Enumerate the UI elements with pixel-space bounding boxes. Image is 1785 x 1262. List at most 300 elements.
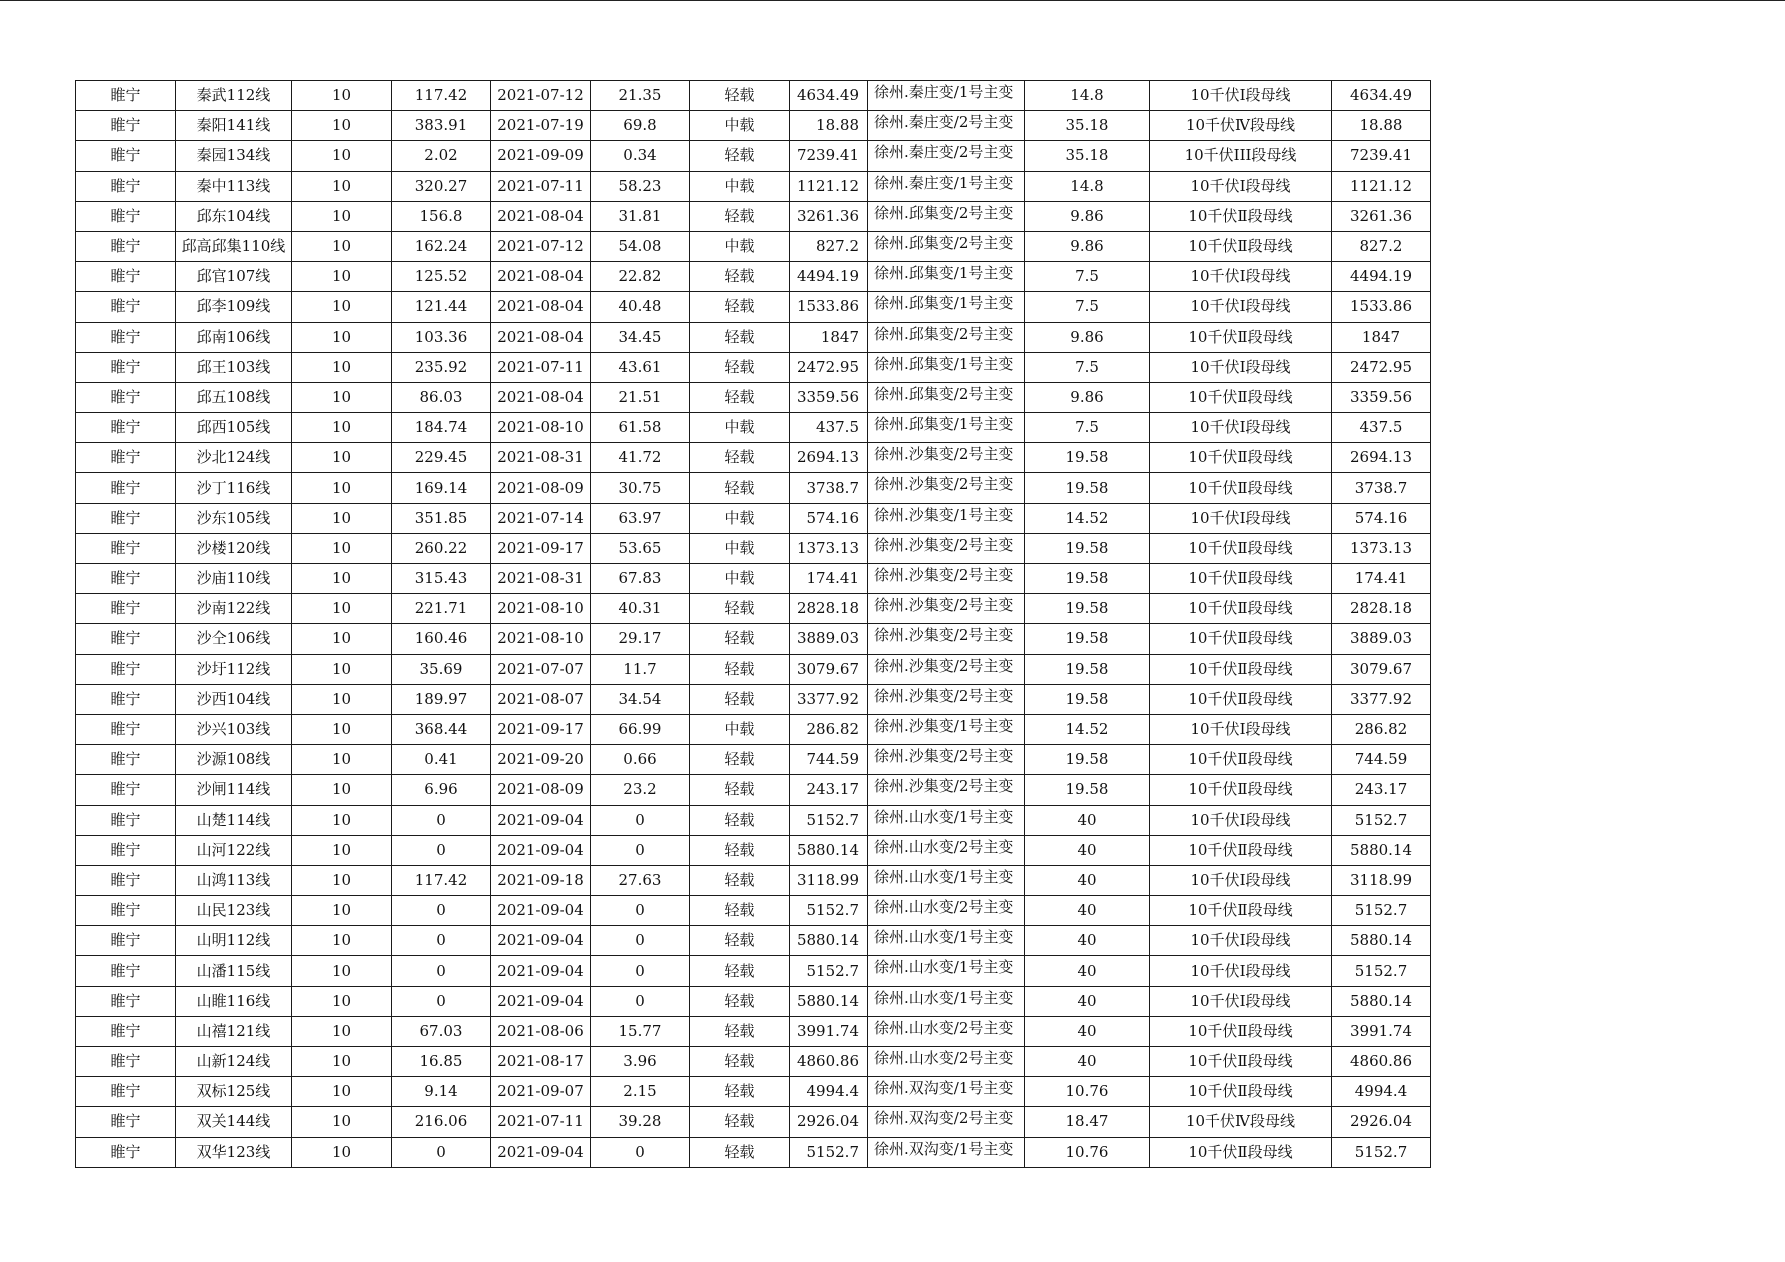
available-capacity-cell: 7239.41 [1332,141,1431,171]
load-rate-cell: 27.63 [591,865,690,895]
current-value-cell: 0 [392,805,491,835]
substation-transformer-cell: 徐州.沙集变/2号主变 [868,745,1025,775]
current-value-cell: 216.06 [392,1107,491,1137]
margin-cell: 243.17 [790,775,868,805]
capacity-cell: 19.58 [1025,533,1150,563]
busbar-cell: 10千伏Ⅰ段母线 [1150,171,1332,201]
load-level-cell: 中载 [690,714,790,744]
load-rate-cell: 40.31 [591,594,690,624]
load-level-cell: 轻载 [690,775,790,805]
load-rate-cell: 0 [591,896,690,926]
busbar-cell: 10千伏Ⅰ段母线 [1150,926,1332,956]
table-row [76,352,1431,382]
margin-cell: 4494.19 [790,262,868,292]
substation-transformer-cell: 徐州.沙集变/2号主变 [868,624,1025,654]
voltage-cell: 10 [292,352,392,382]
voltage-cell: 10 [292,1107,392,1137]
substation-transformer-cell: 徐州.沙集变/2号主变 [868,533,1025,563]
capacity-cell: 19.58 [1025,564,1150,594]
margin-cell: 5880.14 [790,926,868,956]
capacity-cell: 40 [1025,865,1150,895]
table-row [76,805,1431,835]
busbar-cell: 10千伏Ⅱ段母线 [1150,473,1332,503]
load-level-cell: 轻载 [690,654,790,684]
available-capacity-cell: 3118.99 [1332,865,1431,895]
load-rate-cell: 0 [591,1137,690,1167]
date-cell: 2021-09-17 [491,714,591,744]
capacity-cell: 9.86 [1025,382,1150,412]
capacity-cell: 14.8 [1025,81,1150,111]
capacity-cell: 14.52 [1025,714,1150,744]
line-name-cell: 沙丁116线 [176,473,292,503]
line-name-cell: 邱东104线 [176,201,292,231]
region-cell: 睢宁 [76,262,176,292]
substation-transformer-cell: 徐州.双沟变/2号主变 [868,1107,1025,1137]
substation-transformer-cell: 徐州.沙集变/2号主变 [868,594,1025,624]
load-level-cell: 轻载 [690,382,790,412]
voltage-cell: 10 [292,775,392,805]
substation-transformer-cell: 徐州.邱集变/2号主变 [868,201,1025,231]
region-cell: 睢宁 [76,684,176,714]
margin-cell: 3738.7 [790,473,868,503]
busbar-cell: 10千伏Ⅰ段母线 [1150,352,1332,382]
date-cell: 2021-09-04 [491,926,591,956]
load-level-cell: 轻载 [690,292,790,322]
region-cell: 睢宁 [76,865,176,895]
available-capacity-cell: 174.41 [1332,564,1431,594]
available-capacity-cell: 286.82 [1332,714,1431,744]
substation-transformer-cell: 徐州.山水变/2号主变 [868,896,1025,926]
load-rate-cell: 69.8 [591,111,690,141]
region-cell: 睢宁 [76,413,176,443]
date-cell: 2021-08-06 [491,1016,591,1046]
load-rate-cell: 0 [591,805,690,835]
capacity-cell: 40 [1025,805,1150,835]
available-capacity-cell: 3738.7 [1332,473,1431,503]
available-capacity-cell: 2472.95 [1332,352,1431,382]
date-cell: 2021-08-31 [491,564,591,594]
region-cell: 睢宁 [76,564,176,594]
capacity-cell: 19.58 [1025,443,1150,473]
busbar-cell: 10千伏Ⅱ段母线 [1150,835,1332,865]
substation-transformer-cell: 徐州.山水变/2号主变 [868,1016,1025,1046]
load-level-cell: 中载 [690,171,790,201]
current-value-cell: 121.44 [392,292,491,322]
load-rate-cell: 11.7 [591,654,690,684]
capacity-cell: 19.58 [1025,624,1150,654]
substation-transformer-cell: 徐州.山水变/2号主变 [868,1047,1025,1077]
margin-cell: 4994.4 [790,1077,868,1107]
line-name-cell: 沙仝106线 [176,624,292,654]
voltage-cell: 10 [292,81,392,111]
table-row [76,714,1431,744]
region-cell: 睢宁 [76,624,176,654]
region-cell: 睢宁 [76,1107,176,1137]
load-level-cell: 轻载 [690,1077,790,1107]
voltage-cell: 10 [292,745,392,775]
substation-transformer-cell: 徐州.邱集变/2号主变 [868,231,1025,261]
capacity-cell: 10.76 [1025,1077,1150,1107]
date-cell: 2021-09-04 [491,805,591,835]
line-name-cell: 双华123线 [176,1137,292,1167]
available-capacity-cell: 1847 [1332,322,1431,352]
table-row [76,926,1431,956]
margin-cell: 5152.7 [790,1137,868,1167]
busbar-cell: 10千伏Ⅰ段母线 [1150,413,1332,443]
load-rate-cell: 3.96 [591,1047,690,1077]
capacity-cell: 9.86 [1025,322,1150,352]
busbar-cell: 10千伏Ⅱ段母线 [1150,443,1332,473]
table-row [76,81,1431,111]
load-rate-cell: 31.81 [591,201,690,231]
margin-cell: 5152.7 [790,896,868,926]
table-row [76,382,1431,412]
busbar-cell: 10千伏Ⅳ段母线 [1150,1107,1332,1137]
table-row [76,413,1431,443]
capacity-cell: 40 [1025,926,1150,956]
current-value-cell: 67.03 [392,1016,491,1046]
substation-transformer-cell: 徐州.沙集变/2号主变 [868,684,1025,714]
available-capacity-cell: 4634.49 [1332,81,1431,111]
substation-transformer-cell: 徐州.山水变/1号主变 [868,926,1025,956]
region-cell: 睢宁 [76,1016,176,1046]
line-name-cell: 双关144线 [176,1107,292,1137]
line-name-cell: 山鸿113线 [176,865,292,895]
current-value-cell: 103.36 [392,322,491,352]
current-value-cell: 125.52 [392,262,491,292]
available-capacity-cell: 744.59 [1332,745,1431,775]
line-name-cell: 邱南106线 [176,322,292,352]
substation-transformer-cell: 徐州.秦庄变/2号主变 [868,111,1025,141]
load-level-cell: 中载 [690,503,790,533]
busbar-cell: 10千伏Ⅰ段母线 [1150,81,1332,111]
voltage-cell: 10 [292,835,392,865]
table-row [76,956,1431,986]
substation-transformer-cell: 徐州.秦庄变/1号主变 [868,171,1025,201]
capacity-cell: 40 [1025,1016,1150,1046]
line-name-cell: 山明112线 [176,926,292,956]
substation-transformer-cell: 徐州.山水变/1号主变 [868,865,1025,895]
load-rate-cell: 43.61 [591,352,690,382]
busbar-cell: 10千伏Ⅰ段母线 [1150,956,1332,986]
line-name-cell: 秦园134线 [176,141,292,171]
load-rate-cell: 54.08 [591,231,690,261]
date-cell: 2021-09-18 [491,865,591,895]
load-level-cell: 轻载 [690,835,790,865]
current-value-cell: 351.85 [392,503,491,533]
voltage-cell: 10 [292,533,392,563]
capacity-cell: 19.58 [1025,594,1150,624]
line-name-cell: 沙庙110线 [176,564,292,594]
line-name-cell: 沙北124线 [176,443,292,473]
busbar-cell: 10千伏Ⅰ段母线 [1150,714,1332,744]
busbar-cell: 10千伏Ⅰ段母线 [1150,262,1332,292]
region-cell: 睢宁 [76,835,176,865]
substation-transformer-cell: 徐州.邱集变/1号主变 [868,352,1025,382]
capacity-cell: 40 [1025,986,1150,1016]
table-row [76,624,1431,654]
substation-transformer-cell: 徐州.沙集变/1号主变 [868,503,1025,533]
line-name-cell: 沙源108线 [176,745,292,775]
line-name-cell: 沙西104线 [176,684,292,714]
date-cell: 2021-08-10 [491,413,591,443]
line-name-cell: 沙楼120线 [176,533,292,563]
table-row [76,745,1431,775]
date-cell: 2021-09-04 [491,986,591,1016]
table-row [76,292,1431,322]
region-cell: 睢宁 [76,926,176,956]
busbar-cell: 10千伏Ⅱ段母线 [1150,201,1332,231]
margin-cell: 3889.03 [790,624,868,654]
load-rate-cell: 39.28 [591,1107,690,1137]
region-cell: 睢宁 [76,443,176,473]
busbar-cell: 10千伏Ⅱ段母线 [1150,684,1332,714]
available-capacity-cell: 1121.12 [1332,171,1431,201]
table-row [76,1016,1431,1046]
load-level-cell: 轻载 [690,956,790,986]
current-value-cell: 0.41 [392,745,491,775]
date-cell: 2021-07-12 [491,231,591,261]
busbar-cell: 10千伏Ⅱ段母线 [1150,1016,1332,1046]
substation-transformer-cell: 徐州.邱集变/1号主变 [868,413,1025,443]
substation-transformer-cell: 徐州.秦庄变/1号主变 [868,81,1025,111]
line-name-cell: 邱西105线 [176,413,292,443]
region-cell: 睢宁 [76,805,176,835]
date-cell: 2021-09-17 [491,533,591,563]
table-row [76,775,1431,805]
margin-cell: 286.82 [790,714,868,744]
load-level-cell: 轻载 [690,262,790,292]
load-level-cell: 轻载 [690,865,790,895]
date-cell: 2021-08-10 [491,624,591,654]
table-row [76,1107,1431,1137]
capacity-cell: 40 [1025,956,1150,986]
margin-cell: 5880.14 [790,986,868,1016]
line-name-cell: 山新124线 [176,1047,292,1077]
busbar-cell: 10千伏Ⅱ段母线 [1150,533,1332,563]
current-value-cell: 184.74 [392,413,491,443]
available-capacity-cell: 2926.04 [1332,1107,1431,1137]
voltage-cell: 10 [292,684,392,714]
capacity-cell: 7.5 [1025,262,1150,292]
load-rate-cell: 22.82 [591,262,690,292]
date-cell: 2021-08-04 [491,322,591,352]
region-cell: 睢宁 [76,714,176,744]
margin-cell: 2694.13 [790,443,868,473]
busbar-cell: 10千伏Ⅰ段母线 [1150,292,1332,322]
current-value-cell: 320.27 [392,171,491,201]
margin-cell: 2926.04 [790,1107,868,1137]
load-level-cell: 轻载 [690,81,790,111]
voltage-cell: 10 [292,956,392,986]
capacity-cell: 19.58 [1025,473,1150,503]
region-cell: 睢宁 [76,956,176,986]
load-rate-cell: 66.99 [591,714,690,744]
substation-transformer-cell: 徐州.沙集变/2号主变 [868,775,1025,805]
capacity-cell: 9.86 [1025,201,1150,231]
available-capacity-cell: 5152.7 [1332,1137,1431,1167]
busbar-cell: 10千伏Ⅱ段母线 [1150,322,1332,352]
substation-transformer-cell: 徐州.沙集变/2号主变 [868,443,1025,473]
voltage-cell: 10 [292,262,392,292]
line-name-cell: 山河122线 [176,835,292,865]
line-name-cell: 邱五108线 [176,382,292,412]
date-cell: 2021-09-04 [491,956,591,986]
current-value-cell: 0 [392,956,491,986]
voltage-cell: 10 [292,171,392,201]
region-cell: 睢宁 [76,141,176,171]
table-row [76,322,1431,352]
region-cell: 睢宁 [76,382,176,412]
voltage-cell: 10 [292,1016,392,1046]
margin-cell: 4860.86 [790,1047,868,1077]
voltage-cell: 10 [292,865,392,895]
load-level-cell: 轻载 [690,1137,790,1167]
region-cell: 睢宁 [76,111,176,141]
available-capacity-cell: 437.5 [1332,413,1431,443]
load-level-cell: 轻载 [690,896,790,926]
load-level-cell: 轻载 [690,926,790,956]
date-cell: 2021-09-20 [491,745,591,775]
voltage-cell: 10 [292,292,392,322]
capacity-cell: 40 [1025,1047,1150,1077]
load-level-cell: 轻载 [690,745,790,775]
table-row [76,443,1431,473]
margin-cell: 3079.67 [790,654,868,684]
load-rate-cell: 67.83 [591,564,690,594]
available-capacity-cell: 5152.7 [1332,896,1431,926]
line-name-cell: 邱王103线 [176,352,292,382]
line-name-cell: 双标125线 [176,1077,292,1107]
current-value-cell: 6.96 [392,775,491,805]
available-capacity-cell: 3889.03 [1332,624,1431,654]
current-value-cell: 156.8 [392,201,491,231]
margin-cell: 2828.18 [790,594,868,624]
margin-cell: 574.16 [790,503,868,533]
load-rate-cell: 0.66 [591,745,690,775]
substation-transformer-cell: 徐州.沙集变/2号主变 [868,654,1025,684]
load-level-cell: 中载 [690,533,790,563]
available-capacity-cell: 1373.13 [1332,533,1431,563]
margin-cell: 3359.56 [790,382,868,412]
busbar-cell: 10千伏Ⅱ段母线 [1150,1077,1332,1107]
capacity-cell: 19.58 [1025,654,1150,684]
capacity-cell: 18.47 [1025,1107,1150,1137]
table-row [76,503,1431,533]
date-cell: 2021-07-07 [491,654,591,684]
margin-cell: 18.88 [790,111,868,141]
substation-transformer-cell: 徐州.山水变/1号主变 [868,986,1025,1016]
current-value-cell: 189.97 [392,684,491,714]
region-cell: 睢宁 [76,1077,176,1107]
table-row [76,1077,1431,1107]
load-rate-cell: 29.17 [591,624,690,654]
substation-transformer-cell: 徐州.秦庄变/2号主变 [868,141,1025,171]
current-value-cell: 260.22 [392,533,491,563]
available-capacity-cell: 5152.7 [1332,956,1431,986]
load-level-cell: 中载 [690,111,790,141]
table-row [76,896,1431,926]
current-value-cell: 315.43 [392,564,491,594]
busbar-cell: 10千伏Ⅱ段母线 [1150,745,1332,775]
date-cell: 2021-09-04 [491,1137,591,1167]
margin-cell: 1373.13 [790,533,868,563]
voltage-cell: 10 [292,111,392,141]
table-row [76,835,1431,865]
table-row [76,201,1431,231]
voltage-cell: 10 [292,201,392,231]
load-rate-cell: 63.97 [591,503,690,533]
voltage-cell: 10 [292,443,392,473]
margin-cell: 744.59 [790,745,868,775]
voltage-cell: 10 [292,805,392,835]
region-cell: 睢宁 [76,503,176,533]
busbar-cell: 10千伏Ⅱ段母线 [1150,1137,1332,1167]
available-capacity-cell: 18.88 [1332,111,1431,141]
line-name-cell: 山禧121线 [176,1016,292,1046]
load-rate-cell: 53.65 [591,533,690,563]
region-cell: 睢宁 [76,745,176,775]
region-cell: 睢宁 [76,775,176,805]
busbar-cell: 10千伏Ⅰ段母线 [1150,865,1332,895]
available-capacity-cell: 3991.74 [1332,1016,1431,1046]
capacity-cell: 14.52 [1025,503,1150,533]
load-rate-cell: 0 [591,956,690,986]
current-value-cell: 162.24 [392,231,491,261]
current-value-cell: 235.92 [392,352,491,382]
region-cell: 睢宁 [76,473,176,503]
current-value-cell: 117.42 [392,865,491,895]
voltage-cell: 10 [292,564,392,594]
margin-cell: 1533.86 [790,292,868,322]
table-row [76,564,1431,594]
line-name-cell: 邱李109线 [176,292,292,322]
voltage-cell: 10 [292,624,392,654]
load-level-cell: 轻载 [690,201,790,231]
capacity-cell: 9.86 [1025,231,1150,261]
busbar-cell: 10千伏Ⅰ段母线 [1150,986,1332,1016]
load-level-cell: 轻载 [690,473,790,503]
busbar-cell: 10千伏Ⅰ段母线 [1150,805,1332,835]
date-cell: 2021-09-04 [491,835,591,865]
load-level-cell: 中载 [690,564,790,594]
load-rate-cell: 2.15 [591,1077,690,1107]
substation-transformer-cell: 徐州.山水变/1号主变 [868,805,1025,835]
table-row [76,1047,1431,1077]
busbar-cell: 10千伏Ⅱ段母线 [1150,564,1332,594]
load-level-cell: 轻载 [690,141,790,171]
substation-transformer-cell: 徐州.山水变/2号主变 [868,835,1025,865]
margin-cell: 5880.14 [790,835,868,865]
region-cell: 睢宁 [76,231,176,261]
current-value-cell: 368.44 [392,714,491,744]
available-capacity-cell: 2694.13 [1332,443,1431,473]
voltage-cell: 10 [292,654,392,684]
available-capacity-cell: 5152.7 [1332,805,1431,835]
voltage-cell: 10 [292,503,392,533]
voltage-cell: 10 [292,986,392,1016]
date-cell: 2021-07-14 [491,503,591,533]
current-value-cell: 0 [392,926,491,956]
line-name-cell: 山民123线 [176,896,292,926]
load-rate-cell: 40.48 [591,292,690,322]
load-rate-cell: 0 [591,835,690,865]
capacity-cell: 14.8 [1025,171,1150,201]
available-capacity-cell: 3261.36 [1332,201,1431,231]
voltage-cell: 10 [292,473,392,503]
available-capacity-cell: 2828.18 [1332,594,1431,624]
load-level-cell: 中载 [690,413,790,443]
